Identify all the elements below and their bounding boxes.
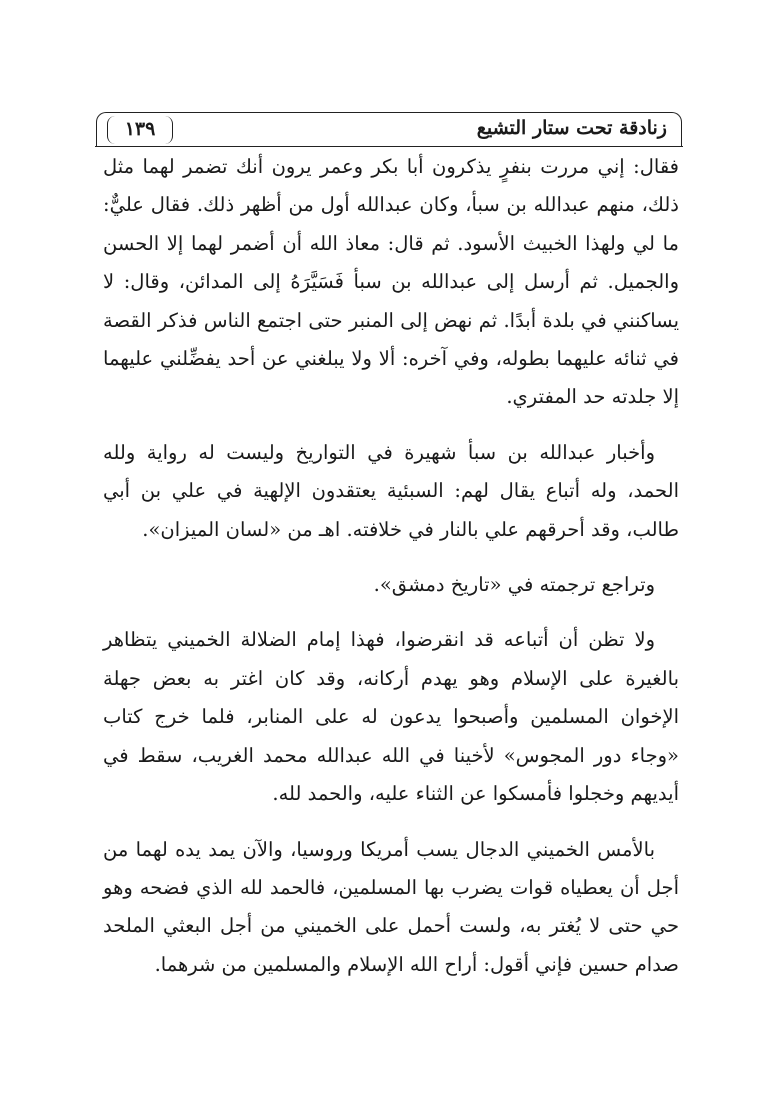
running-header	[96, 112, 682, 146]
page-body	[103, 148, 679, 984]
paragraph-3: وتراجع ترجمته في «تاريخ دمشق».	[373, 573, 655, 597]
paragraph-4: ولا تظن أن أتباعه قد انقرضوا، فهذا إمام الضلالة الخميني يتظاهر بالغيرة على الإسلام وهو يهدم أركانه، وقد كان اغتر به بعض جهلة الإخوان المسلمين وأصبحوا يدعون له على المنابر، فلما خرج كتاب «وجاء دور المجوس» لأخينا في الله عبدالله محمد الغريب، سقط في أيديهم وخجلوا فأمسكوا عن الثناء عليه، والحمد لله.	[103, 628, 679, 806]
paragraph-5: بالأمس الخميني الدجال يسب أمريكا وروسيا، والآن يمد يده لهما من أجل أن يعطياه قوات يضرب بها المسلمين، فالحمد لله الذي فضحه وهو حي حتى لا يُغتر به، ولست أحمل على الخميني من أجل البعثي الملحد صدام حسين فإني أقول: أراح الله الإسلام والمسلمين من شرهما.	[103, 837, 679, 976]
paragraph-2: وأخبار عبدالله بن سبأ شهيرة في التواريخ وليست له رواية ولله الحمد، وله أتباع يقال لهم: السبئية يعتقدون الإلهية في علي بن أبي طالب، وقد أحرقهم علي بالنار في خلافته. اهـ من «لسان الميزان».	[103, 440, 679, 541]
page-number: ١٣٩	[107, 116, 173, 144]
header-title: زنادقة تحت ستار التشيع	[476, 117, 667, 139]
paragraph-1: فقال: إني مررت بنفرٍ يذكرون أبا بكر وعمر يرون أنك تضمر لهما مثل ذلك، منهم عبدالله بن سبأ، وكان عبدالله أول من أظهر ذلك. فقال عليٌّ: ما لي ولهذا الخبيث الأسود. ثم قال: معاذ الله أن أضمر لهما إلا الحسن والجميل. ثم أرسل إلى عبدالله بن سبأ فَسَيَّرَهُ إلى المدائن، وقال: لا يساكنني في بلدة أبدًا. ثم نهض إلى المنبر حتى اجتمع الناس فذكر القصة في ثنائه عليهما بطوله، وفي آخره: ألا ولا يبلغني عن أحد يفضِّلني عليهما إلا جلدته حد المفتري.	[103, 155, 679, 409]
